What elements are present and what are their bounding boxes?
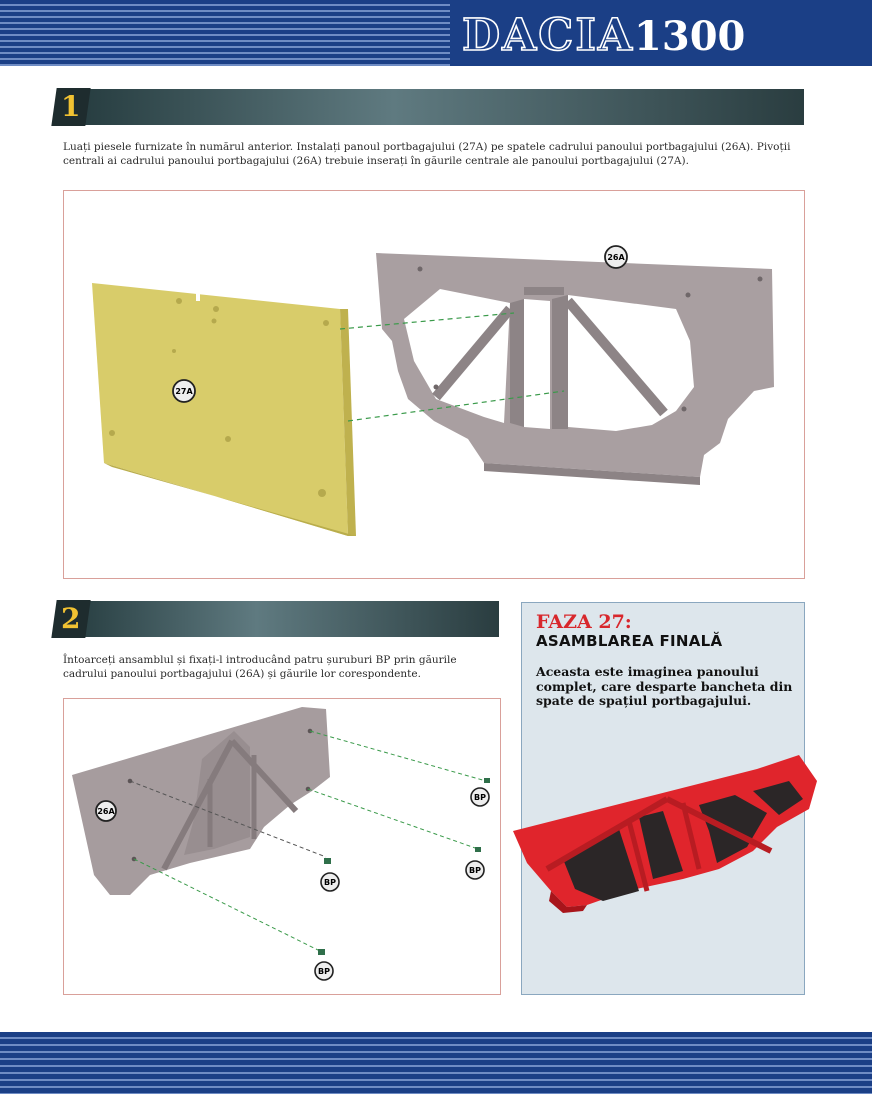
step-2-illustration xyxy=(63,698,501,995)
label-bp-3 xyxy=(321,873,339,891)
label-bp-2 xyxy=(466,861,484,879)
logo-model: 1300 xyxy=(634,13,746,60)
svg-text:27A: 27A xyxy=(175,387,193,396)
step-2-drawing xyxy=(64,699,500,994)
step-1-instruction: Luați piesele furnizate în numărul anterior. Instalați panoul portbagajului (27A) pe spatele cadrului panoului portbagajului (26A). Pivoții centrali ai cadrului panoului portbagajului (26A) trebuie inserați în găurile centrale ale panoului portbagajului (27A). xyxy=(63,141,791,167)
svg-text:BP: BP xyxy=(469,866,481,875)
dacia-logo xyxy=(462,10,746,61)
guide-screw-3 xyxy=(308,789,478,849)
logo-name: DACIA xyxy=(462,10,635,61)
phase-description: Aceasta este imaginea panoului complet, care desparte bancheta din spate de spațiul portbagajului. xyxy=(536,664,793,708)
label-27a xyxy=(173,380,195,402)
svg-text:26A: 26A xyxy=(97,807,115,816)
phase-title: ASAMBLAREA FINALĂ xyxy=(536,632,723,650)
step-1-number: 1 xyxy=(51,88,90,126)
header-bar xyxy=(0,0,872,66)
screws xyxy=(318,778,490,955)
completed-panel-image xyxy=(507,751,837,921)
svg-text:BP: BP xyxy=(324,878,336,887)
step-1-illustration xyxy=(63,190,805,579)
label-26a xyxy=(605,246,627,268)
footer-bar xyxy=(0,1032,872,1094)
step-1-drawing xyxy=(64,191,804,578)
guide-screw-2 xyxy=(310,731,486,781)
label-bp-4 xyxy=(315,962,333,980)
step-2-number: 2 xyxy=(51,600,90,638)
guide-screw-4 xyxy=(134,859,320,951)
label-bp-1 xyxy=(471,788,489,806)
panel-27a xyxy=(92,283,356,536)
step-2-instruction: Întoarceți ansamblul și fixați-l introducând patru șuruburi BP prin găurile cadrului panoului portbagajului (26A) și găurile lor corespondente. xyxy=(63,654,457,680)
step-2-bar xyxy=(58,601,499,637)
svg-text:BP: BP xyxy=(318,967,330,976)
phase-number: FAZA 27: xyxy=(536,611,632,633)
label-26a-step2 xyxy=(96,801,116,821)
svg-text:BP: BP xyxy=(474,793,486,802)
header-stripes xyxy=(0,0,450,66)
svg-text:26A: 26A xyxy=(607,253,625,262)
frame-26a xyxy=(376,253,774,485)
phase-info-box xyxy=(521,602,805,995)
step-1-bar xyxy=(58,89,804,125)
assembly-back-view xyxy=(72,707,330,895)
